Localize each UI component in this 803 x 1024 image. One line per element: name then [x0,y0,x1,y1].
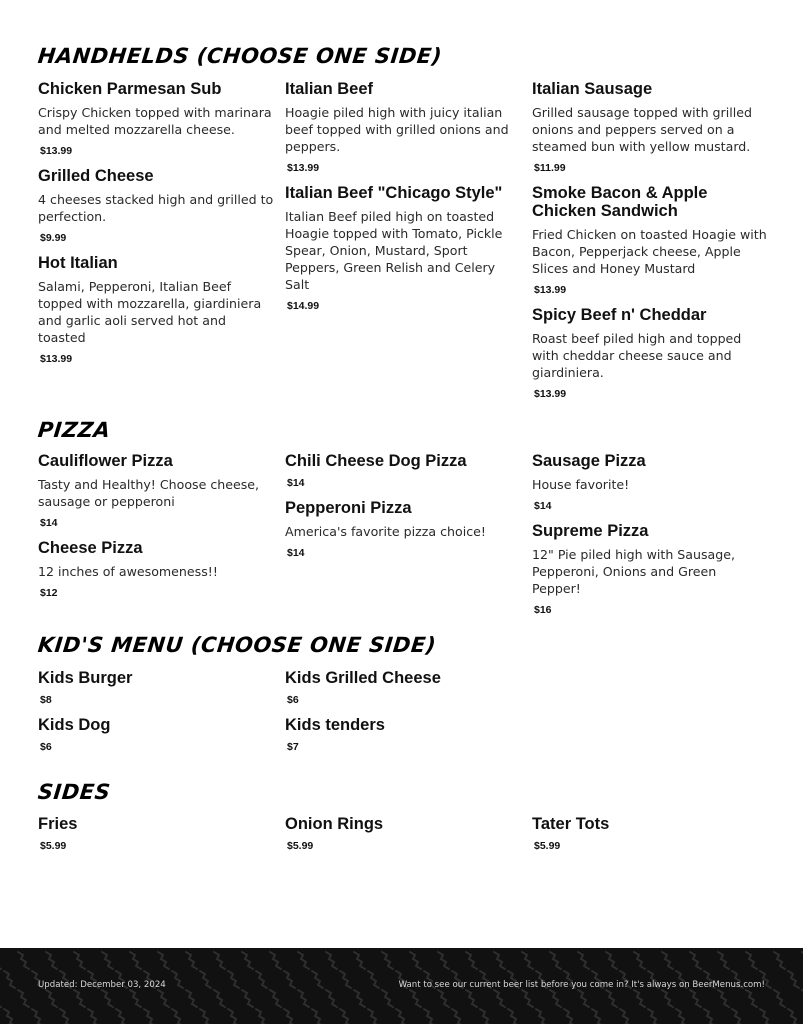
item-name: Spicy Beef n' Cheddar [532,306,707,324]
section-title-handhelds: HANDHELDS (CHOOSE ONE SIDE) [36,44,444,68]
squiggle-mark [144,1009,155,1024]
pizza-column-1 [38,452,274,609]
handhelds-column-2 [285,80,521,322]
squiggle-mark [382,952,393,969]
squiggle-mark [452,1009,463,1024]
squiggle-mark [466,952,477,969]
item-price: $12 [40,587,58,599]
item-price: $13.99 [534,388,567,400]
menu-item-kids-dog [38,716,274,753]
squiggle-mark [536,1009,547,1024]
squiggle-mark [326,952,337,969]
item-price: $7 [287,741,299,753]
squiggle-mark [32,1009,43,1024]
menu-item-chicken-parmesan-sub [38,80,274,157]
item-description: Tasty and Healthy! Choose cheese, sausage or pepperoni [38,477,260,509]
squiggle-mark [200,1009,211,1024]
item-name: Onion Rings [285,815,384,833]
squiggle-mark [746,952,757,969]
menu-item-sausage-pizza [532,452,768,512]
item-name: Kids Dog [38,716,111,734]
squiggle-mark [438,952,449,969]
squiggle-mark [74,990,85,1007]
squiggle-mark [4,1009,15,1024]
menu-item-kids-grilled-cheese [285,669,521,706]
squiggle-mark [732,1009,743,1024]
squiggle-mark [592,1009,603,1024]
footer-updated-date: Updated: December 03, 2024 [38,980,166,990]
squiggle-mark [270,952,281,969]
item-price: $5.99 [40,840,67,852]
item-price: $14.99 [287,300,320,312]
item-name: Sausage Pizza [532,452,646,470]
squiggle-mark [774,990,785,1007]
item-price: $6 [40,741,52,753]
squiggle-mark [228,1009,239,1024]
squiggle-mark [662,952,673,969]
squiggle-mark [760,1009,771,1024]
squiggle-mark [60,1009,71,1024]
squiggle-mark [130,952,141,969]
item-price: $13.99 [40,145,73,157]
squiggle-mark [312,971,323,988]
item-price: $5.99 [287,840,314,852]
pizza-column-2 [285,452,521,569]
squiggle-mark [662,990,673,1007]
squiggle-mark [480,1009,491,1024]
menu-item-fries [38,815,274,852]
item-name: Pepperoni Pizza [285,499,412,517]
item-description: America's favorite pizza choice! [285,524,486,539]
pizza-column-3 [532,452,768,626]
section-title-pizza: PIZZA [36,418,112,442]
kids-menu-column-2 [285,669,521,763]
squiggle-mark [284,1009,295,1024]
squiggle-mark [298,990,309,1007]
handhelds-column-3 [532,80,768,410]
squiggle-mark [298,952,309,969]
squiggle-mark [690,952,701,969]
squiggle-mark [522,990,533,1007]
menu-item-grilled-cheese [38,167,274,244]
squiggle-mark [578,990,589,1007]
menu-item-chili-cheese-dog-pizza [285,452,521,489]
item-price: $14 [287,477,305,489]
squiggle-mark [312,1009,323,1024]
kids-menu-column-1 [38,669,274,763]
menu-item-tater-tots [532,815,768,852]
squiggle-mark [382,990,393,1007]
squiggle-mark [214,990,225,1007]
squiggle-mark [284,971,295,988]
item-price: $13.99 [534,284,567,296]
menu-item-italian-beef-chicago-style [285,184,521,312]
item-price: $5.99 [534,840,561,852]
menu-item-supreme-pizza [532,522,768,616]
squiggle-mark [746,990,757,1007]
item-price: $13.99 [287,162,320,174]
squiggle-mark [564,1009,575,1024]
item-description: 4 cheeses stacked high and grilled to perfection. [38,192,274,224]
footer-beermenus-promo: Want to see our current beer list before you come in? It's always on BeerMenus.com! [398,980,765,990]
item-price: $14 [40,517,58,529]
item-description: 12 inches of awesomeness!! [38,564,218,579]
menu-item-kids-burger [38,669,274,706]
squiggle-mark [116,1009,127,1024]
squiggle-mark [158,990,169,1007]
menu-item-italian-sausage [532,80,768,174]
squiggle-mark [634,952,645,969]
squiggle-mark [0,952,1,969]
squiggle-mark [200,971,211,988]
menu-item-pepperoni-pizza [285,499,521,559]
item-name: Italian Sausage [532,80,653,98]
squiggle-mark [354,990,365,1007]
sides-column-2 [285,815,521,862]
handhelds-column-1 [38,80,274,375]
squiggle-mark [340,1009,351,1024]
item-name: Kids Grilled Cheese [285,669,441,687]
menu-item-italian-beef [285,80,521,174]
squiggle-mark [410,990,421,1007]
squiggle-mark [186,990,197,1007]
squiggle-mark [46,952,57,969]
item-price: $16 [534,604,552,616]
squiggle-mark [18,990,29,1007]
item-price: $13.99 [40,353,73,365]
item-name: Chicken Parmesan Sub [38,80,222,98]
squiggle-mark [704,1009,715,1024]
squiggle-mark [620,1009,631,1024]
squiggle-mark [550,952,561,969]
item-price: $14 [534,500,552,512]
sides-column-1 [38,815,274,862]
item-name: Italian Beef "Chicago Style" [285,184,503,202]
squiggle-mark [18,952,29,969]
item-description: Hoagie piled high with juicy italian beef topped with grilled onions and peppers. [285,105,509,154]
squiggle-mark [354,952,365,969]
squiggle-mark [172,1009,183,1024]
squiggle-mark [130,990,141,1007]
squiggle-mark [396,1009,407,1024]
menu-item-spicy-beef-n-cheddar [532,306,768,400]
squiggle-mark [326,990,337,1007]
item-description: Fried Chicken on toasted Hoagie with Bacon, Pepperjack cheese, Apple Slices and Honey Mustard [532,227,767,276]
item-description: Grilled sausage topped with grilled onions and peppers served on a steamed bun with yellow mustard. [532,105,752,154]
squiggle-mark [466,990,477,1007]
squiggle-mark [648,1009,659,1024]
squiggle-mark [242,952,253,969]
squiggle-mark [256,971,267,988]
squiggle-mark [578,952,589,969]
squiggle-mark [214,952,225,969]
menu-item-cheese-pizza [38,539,274,599]
item-price: $8 [40,694,52,706]
squiggle-mark [368,971,379,988]
item-name: Kids tenders [285,716,385,734]
squiggle-mark [256,1009,267,1024]
squiggle-mark [242,990,253,1007]
squiggle-mark [438,990,449,1007]
item-description: Italian Beef piled high on toasted Hoagie topped with Tomato, Pickle Spear, Onion, Mustard, Sport Peppers, Green Relish and Celery Salt [285,209,503,292]
item-description: Salami, Pepperoni, Italian Beef topped with mozzarella, giardiniera and garlic aoli served hot and toasted [38,279,262,345]
squiggle-mark [634,990,645,1007]
squiggle-mark [424,1009,435,1024]
squiggle-mark [550,990,561,1007]
squiggle-mark [788,971,799,988]
squiggle-mark [718,990,729,1007]
squiggle-mark [368,1009,379,1024]
squiggle-mark [788,1009,799,1024]
squiggle-mark [0,990,1,1007]
squiggle-mark [494,952,505,969]
item-description: Crispy Chicken topped with marinara and melted mozzarella cheese. [38,105,272,137]
item-name: Cheese Pizza [38,539,143,557]
item-price: $11.99 [534,162,566,174]
sides-column-3 [532,815,768,862]
menu-item-cauliflower-pizza [38,452,274,529]
item-description: House favorite! [532,477,630,492]
item-description: Roast beef piled high and topped with cheddar cheese sauce and giardiniera. [532,331,742,380]
menu-item-kids-tenders [285,716,521,753]
section-title-kids-menu: KID'S MENU (CHOOSE ONE SIDE) [36,633,438,657]
item-description: 12" Pie piled high with Sausage, Pepperoni, Onions and Green Pepper! [532,547,736,596]
squiggle-mark [270,990,281,1007]
item-name: Tater Tots [532,815,610,833]
squiggle-mark [228,971,239,988]
menu-item-smoke-bacon-apple-chicken-sandwich [532,184,768,296]
squiggle-mark [186,952,197,969]
squiggle-mark [690,990,701,1007]
item-name: Supreme Pizza [532,522,649,540]
item-name: Chili Cheese Dog Pizza [285,452,467,470]
squiggle-mark [508,1009,519,1024]
squiggle-mark [774,952,785,969]
squiggle-mark [718,952,729,969]
squiggle-mark [74,952,85,969]
squiggle-mark [340,971,351,988]
squiggle-mark [410,952,421,969]
item-price: $14 [287,547,305,559]
menu-item-hot-italian [38,254,274,365]
squiggle-mark [606,990,617,1007]
item-price: $6 [287,694,299,706]
footer [0,948,803,1024]
item-name: Grilled Cheese [38,167,154,185]
squiggle-mark [606,952,617,969]
item-name: Kids Burger [38,669,133,687]
item-price: $9.99 [40,232,67,244]
item-name: Smoke Bacon & Apple Chicken Sandwich [532,184,708,220]
squiggle-mark [172,971,183,988]
menu-item-onion-rings [285,815,521,852]
squiggle-mark [158,952,169,969]
squiggle-mark [102,952,113,969]
item-name: Cauliflower Pizza [38,452,173,470]
squiggle-mark [522,952,533,969]
item-name: Hot Italian [38,254,118,272]
item-name: Fries [38,815,78,833]
squiggle-mark [494,990,505,1007]
squiggle-mark [46,990,57,1007]
section-title-sides: SIDES [36,780,112,804]
squiggle-mark [102,990,113,1007]
item-name: Italian Beef [285,80,374,98]
squiggle-mark [676,1009,687,1024]
squiggle-mark [4,971,15,988]
squiggle-mark [88,1009,99,1024]
